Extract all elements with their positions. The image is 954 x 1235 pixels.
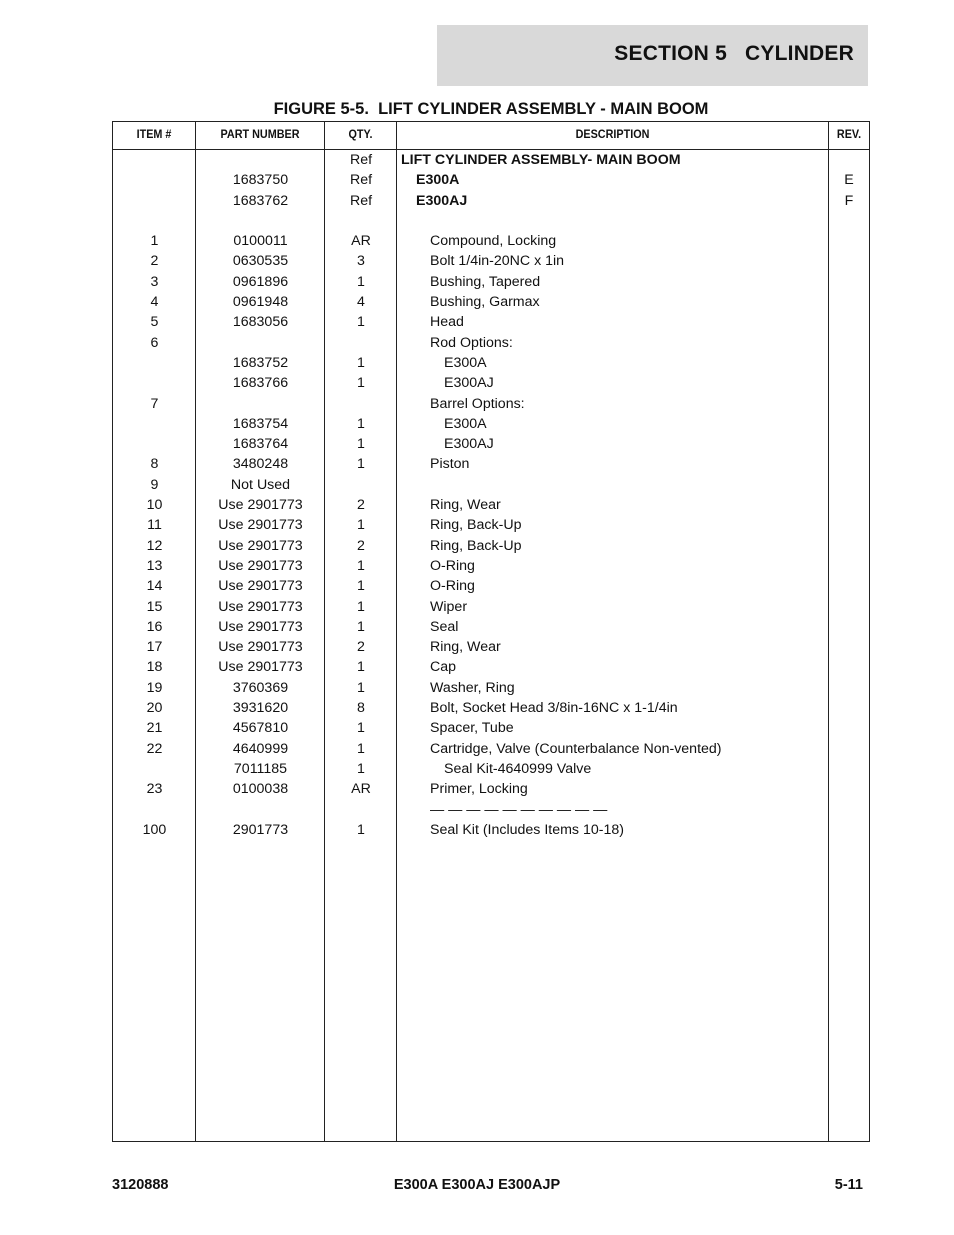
quantity-cell: 1 [357,354,365,371]
item-number-cell: 9 [150,476,159,493]
part-number-cell: 1683752 [232,354,289,371]
item-number-cell: 17 [146,639,163,656]
description-cell: Spacer, Tube [430,720,514,737]
part-number-cell: 1683750 [232,172,289,189]
document-number: 3120888 [112,1177,169,1193]
table-row [113,536,869,556]
item-number-cell: 10 [146,497,163,514]
description-cell: Primer, Locking [430,781,528,798]
quantity-cell: 1 [357,720,365,737]
part-number-cell: Use 2901773 [218,537,303,554]
part-number-cell: 4640999 [232,740,289,757]
table-row [113,353,869,373]
item-number-cell: 12 [146,537,163,554]
part-number-cell: 1683766 [232,375,289,392]
table-row [113,820,869,840]
quantity-cell: 1 [357,557,365,574]
table-row [113,251,869,271]
quantity-cell: 4 [357,294,365,311]
part-number-cell: Use 2901773 [218,618,303,635]
item-number-cell: 22 [146,740,163,757]
column-header-part-number: PART NUMBER [220,127,300,141]
description-cell: Seal Kit-4640999 Valve [444,760,592,777]
quantity-cell: 1 [357,436,365,453]
table-row [113,718,869,738]
part-number-cell: Use 2901773 [218,497,303,514]
description-cell: Washer, Ring [430,679,515,696]
description-cell: O-Ring [430,557,475,574]
item-number-cell: 100 [142,821,167,838]
item-number-cell: 5 [150,314,159,331]
table-row [113,637,869,657]
column-header-description: DESCRIPTION [575,127,650,141]
item-number-cell: 16 [146,618,163,635]
table-row [113,150,869,170]
table-row [113,394,869,414]
table-row [113,434,869,454]
part-number-cell: 1683056 [232,314,289,331]
item-number-cell: 8 [150,456,159,473]
quantity-cell: Ref [349,172,373,189]
table-row [113,779,869,799]
description-cell: E300AJ [444,436,494,453]
description-cell: Head [430,314,464,331]
description-cell: Seal [430,618,459,635]
description-cell: — — — — — — — — — — [430,801,608,818]
item-number-cell: 20 [146,700,163,717]
page-number: 5-11 [834,1177,863,1193]
description-cell: Bushing, Tapered [430,273,541,290]
column-header-item: ITEM # [136,127,172,141]
table-row [113,454,869,474]
quantity-cell: 1 [357,314,365,331]
quantity-cell: 8 [357,700,365,717]
table-row [113,231,869,251]
quantity-cell: 1 [357,273,365,290]
table-row [113,211,869,231]
part-number-cell: Use 2901773 [218,578,303,595]
figure-title: FIGURE 5-5. LIFT CYLINDER ASSEMBLY - MAIN BOOM [273,100,709,118]
part-number-cell: Use 2901773 [218,598,303,615]
description-cell: E300AJ [444,375,494,392]
description-cell: Bolt 1/4in-20NC x 1in [430,253,565,270]
table-row [113,759,869,779]
part-number-cell: 3760369 [232,679,289,696]
description-cell: Bushing, Garmax [430,294,540,311]
item-number-cell: 11 [147,517,162,534]
part-number-cell: Use 2901773 [218,639,303,656]
table-row [113,576,869,596]
item-number-cell: 19 [146,679,163,696]
description-cell: Ring, Wear [430,497,501,514]
part-number-cell: 0100011 [233,233,288,250]
part-number-cell: Use 2901773 [218,659,303,676]
quantity-cell: Ref [349,192,373,209]
description-cell: E300A [416,172,460,189]
part-number-cell: 4567810 [232,720,289,737]
part-number-cell: 0100038 [232,781,289,798]
section-title: SECTION 5 CYLINDER [614,42,854,65]
part-number-cell: 7011185 [233,760,288,777]
table-row [113,475,869,495]
table-row [113,170,869,190]
part-number-cell: 3480248 [232,456,289,473]
description-cell: Piston [430,456,470,473]
quantity-cell: 1 [357,679,365,696]
table-row [113,698,869,718]
item-number-cell: 23 [146,781,163,798]
model-list: E300A E300AJ E300AJP [393,1177,561,1193]
table-row [113,373,869,393]
description-cell: LIFT CYLINDER ASSEMBLY- MAIN BOOM [401,152,681,168]
section-header [437,25,868,86]
part-number-cell: 1683764 [232,436,289,453]
revision-cell: E [844,172,854,189]
table-body [113,150,869,840]
quantity-cell: 2 [357,537,365,554]
item-number-cell: 21 [146,720,163,737]
description-cell: O-Ring [430,578,475,595]
table-row [113,414,869,434]
quantity-cell: 3 [357,253,365,270]
table-row [113,333,869,353]
item-number-cell: 1 [150,233,159,250]
item-number-cell: 4 [150,294,159,311]
part-number-cell: Use 2901773 [218,517,303,534]
table-row [113,800,869,820]
quantity-cell: AR [351,233,371,250]
description-cell: Ring, Wear [430,639,501,656]
quantity-cell: 1 [357,375,365,392]
quantity-cell: 1 [357,415,365,432]
quantity-cell: 2 [357,497,365,514]
table-row [113,739,869,759]
table-row [113,312,869,332]
table-row [113,657,869,677]
item-number-cell: 2 [150,253,159,270]
part-number-cell: 1683754 [232,415,289,432]
part-number-cell: Not Used [230,476,291,493]
quantity-cell: 1 [357,760,365,777]
description-cell: Cap [430,659,457,676]
table-row [113,495,869,515]
description-cell: Rod Options: [430,334,513,351]
part-number-cell: Use 2901773 [218,557,303,574]
description-cell: Cartridge, Valve (Counterbalance Non-vented) [430,740,722,757]
description-cell: E300A [444,415,487,432]
item-number-cell: 18 [146,659,163,676]
column-header-rev: REV. [836,127,862,141]
item-number-cell: 13 [146,557,163,574]
part-number-cell: 0961896 [232,273,289,290]
item-number-cell: 7 [150,395,159,412]
description-cell: E300AJ [416,192,468,209]
quantity-cell: 1 [357,659,365,676]
table-row [113,272,869,292]
part-number-cell: 1683762 [232,192,289,209]
quantity-cell: 2 [357,639,365,656]
quantity-cell: 1 [357,618,365,635]
quantity-cell: 1 [357,598,365,615]
description-cell: Ring, Back-Up [430,537,522,554]
part-number-cell: 0961948 [232,294,289,311]
table-row [113,617,869,637]
quantity-cell: 1 [357,517,365,534]
part-number-cell: 0630535 [232,253,289,270]
table-row [113,556,869,576]
quantity-cell: AR [351,781,371,798]
table-row [113,597,869,617]
item-number-cell: 6 [150,334,159,351]
quantity-cell: 1 [357,821,365,838]
parts-table [112,121,870,1142]
quantity-cell: 1 [357,578,365,595]
table-row [113,292,869,312]
table-row [113,678,869,698]
table-row [113,515,869,535]
description-cell: Wiper [430,598,468,615]
description-cell: Barrel Options: [430,395,525,412]
quantity-cell: Ref [349,152,373,168]
item-number-cell: 14 [146,578,163,595]
table-row [113,191,869,211]
part-number-cell: 3931620 [232,700,289,717]
part-number-cell: 2901773 [232,821,289,838]
description-cell: Compound, Locking [430,233,557,250]
description-cell: Seal Kit (Includes Items 10-18) [430,821,624,838]
revision-cell: F [844,192,854,209]
quantity-cell: 1 [357,740,365,757]
column-header-qty: QTY. [348,127,373,141]
item-number-cell: 15 [146,598,163,615]
description-cell: Ring, Back-Up [430,517,522,534]
description-cell: E300A [444,354,487,371]
quantity-cell: 1 [357,456,365,473]
item-number-cell: 3 [150,273,159,290]
description-cell: Bolt, Socket Head 3/8in-16NC x 1-1/4in [430,700,678,717]
